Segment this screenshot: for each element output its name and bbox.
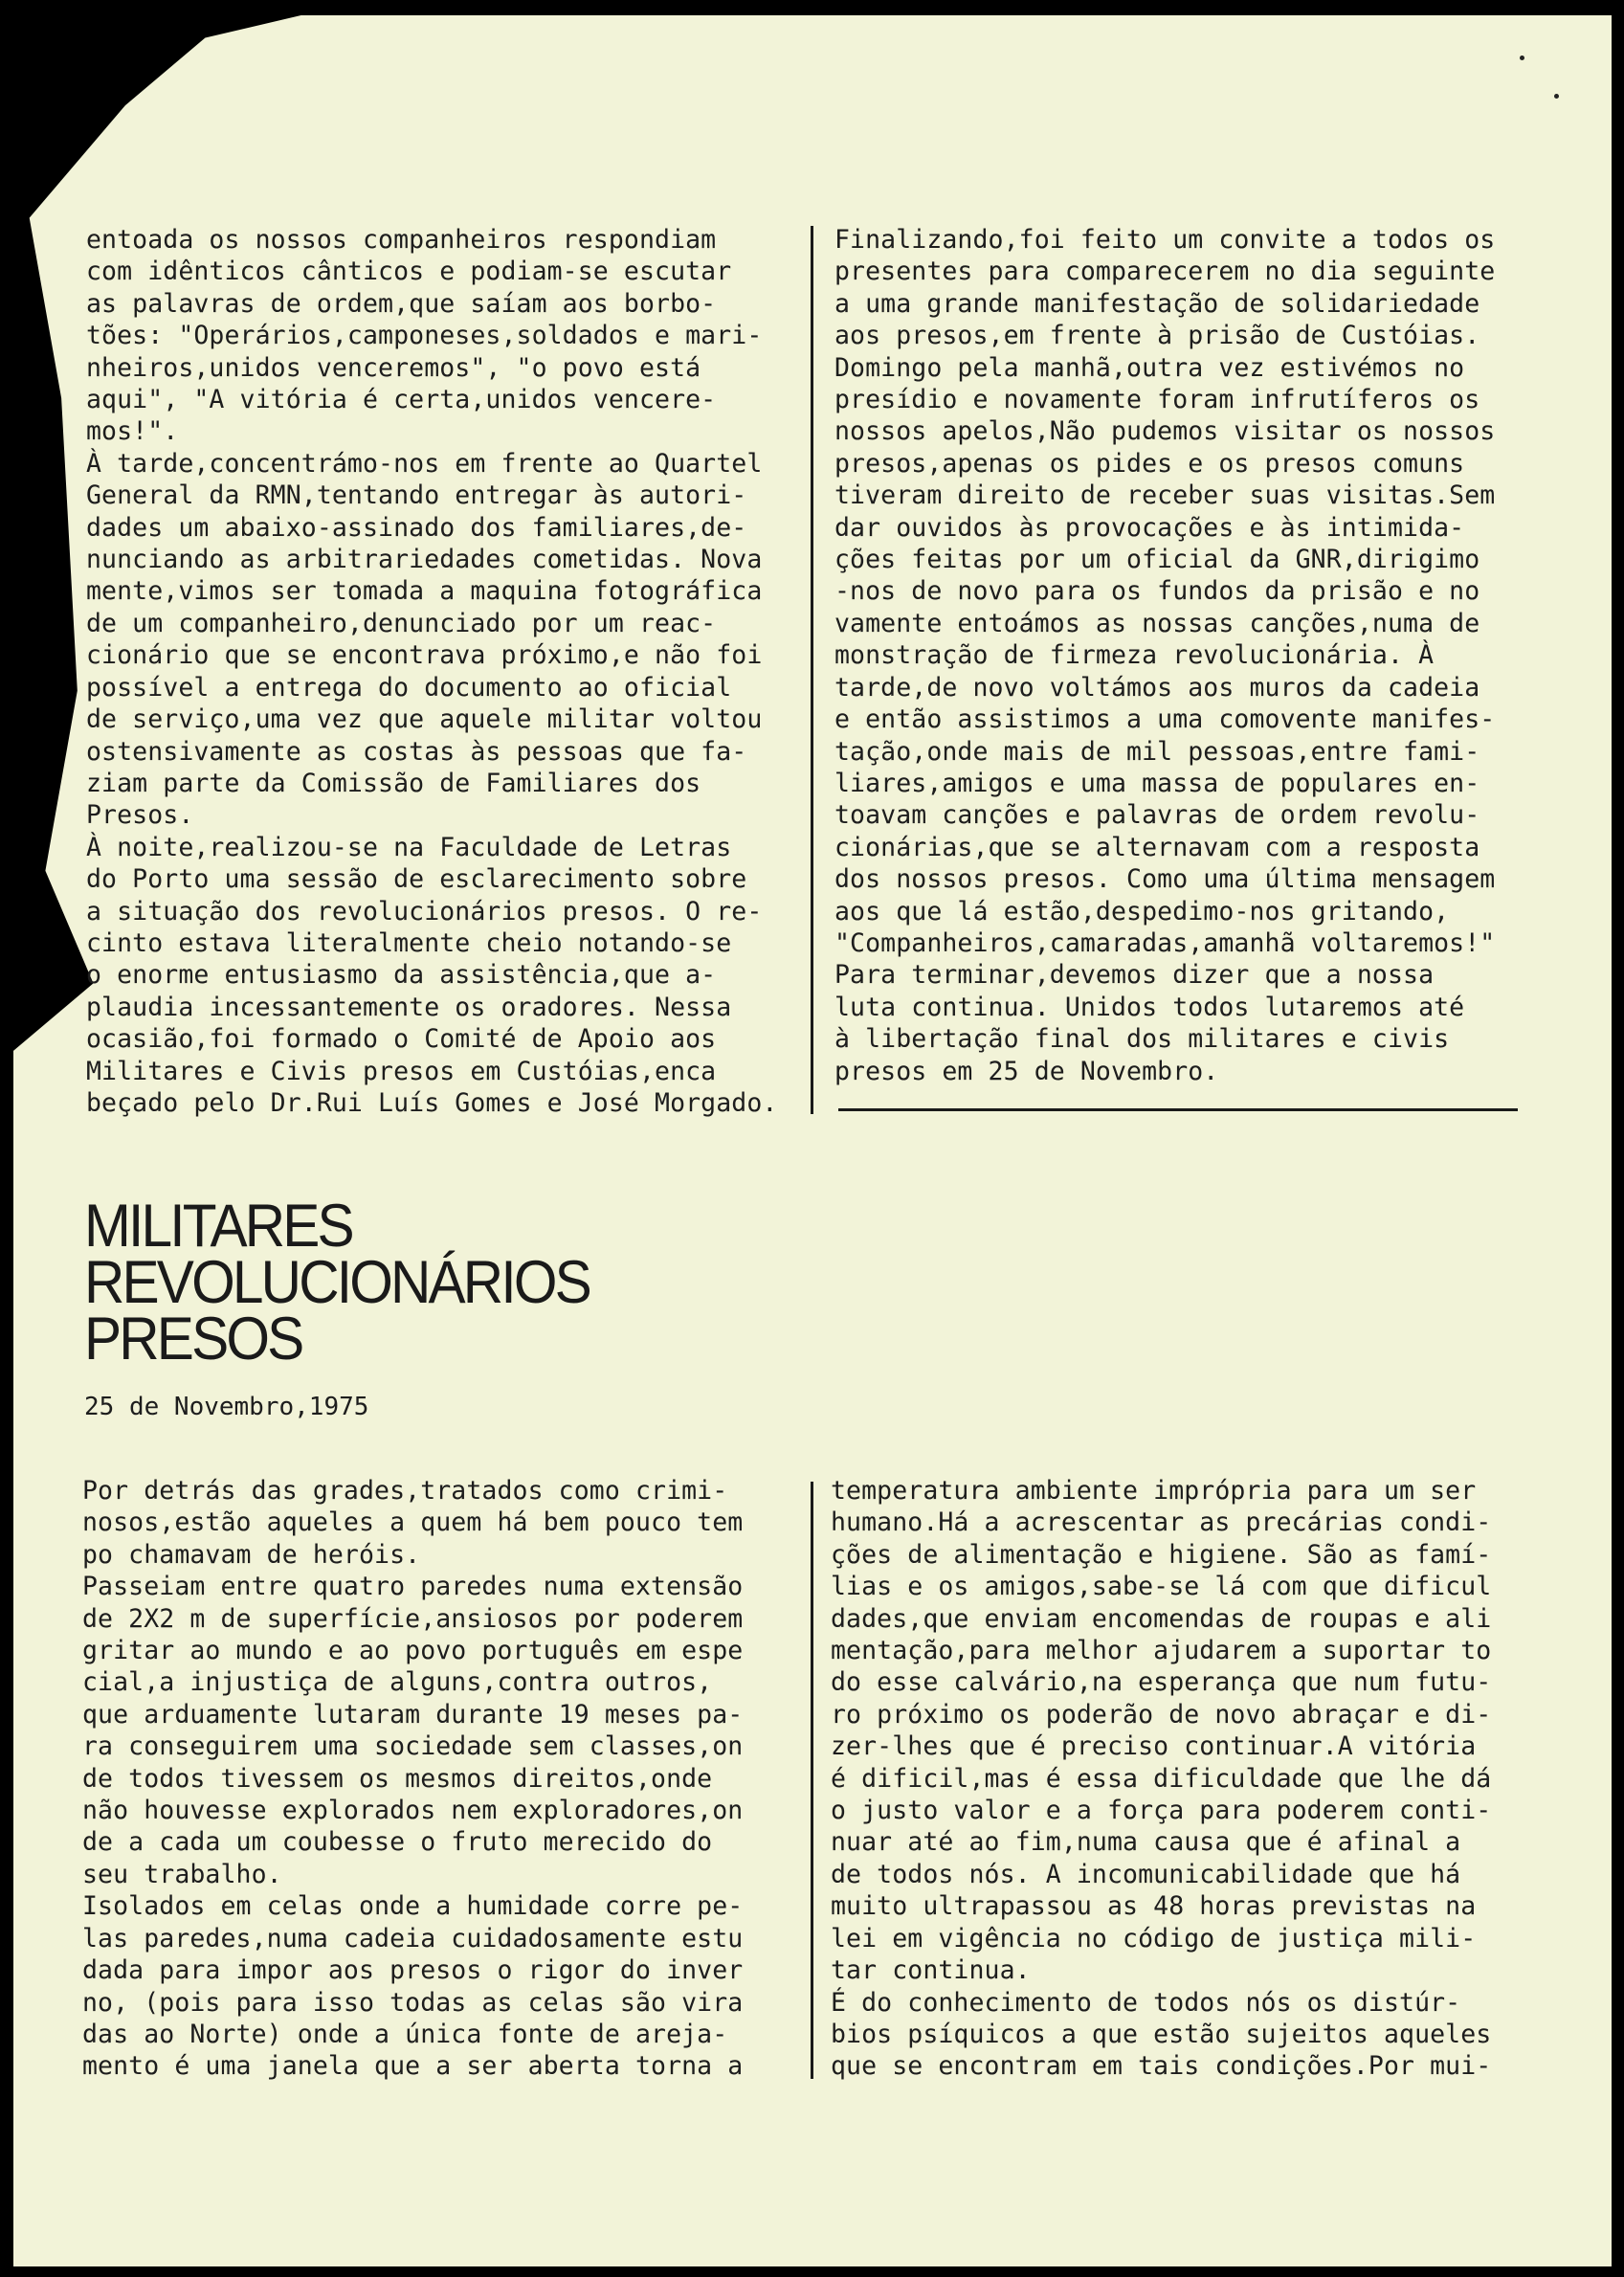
text-line: o justo valor e a força para poderem conti- <box>831 1796 1492 1826</box>
text-line: ocasião,foi formado o Comité de Apoio aos <box>86 1024 717 1055</box>
text-line: aqui", "A vitória é certa,unidos vencere- <box>86 385 717 415</box>
text-line: tar continua. <box>831 1955 1031 1986</box>
column-divider-top <box>811 226 813 1114</box>
text-line: Por detrás das grades,tratados como crimi- <box>82 1476 728 1506</box>
text-line: Isolados em celas onde a humidade corre pe- <box>82 1891 744 1922</box>
text-line: é dificil,mas é essa dificuldade que lhe dá <box>831 1763 1492 1794</box>
text-line: À tarde,concentrámo-nos em frente ao Quartel <box>86 448 763 479</box>
text-line: lei em vigência no código de justiça mili- <box>831 1923 1477 1953</box>
column-divider-bottom <box>811 1482 813 2079</box>
text-line: po chamavam de heróis. <box>82 1539 421 1570</box>
text-line: presentes para comparecerem no dia seguinte <box>834 257 1496 287</box>
article-date: 25 de Novembro,1975 <box>84 1393 369 1421</box>
text-line: à libertação final dos militares e civis <box>834 1024 1450 1055</box>
text-line: cionárias,que se alternavam com a resposta <box>834 832 1480 862</box>
text-line: dades,que enviam encomendas de roupas e ali <box>831 1603 1492 1634</box>
text-line: luta continua. Unidos todos lutaremos até <box>834 992 1465 1022</box>
text-line: nuar até ao fim,numa causa que é afinal a <box>831 1827 1461 1858</box>
text-line: À noite,realizou-se na Faculdade de Letras <box>86 832 732 862</box>
text-line: vamente entoámos as nossas canções,numa de <box>834 608 1480 638</box>
text-line: Domingo pela manhã,outra vez estivémos no <box>834 352 1465 383</box>
text-line: zer-lhes que é preciso continuar.A vitória <box>831 1731 1477 1762</box>
ink-speck <box>1520 56 1524 60</box>
text-line: e então assistimos a uma comovente manifes- <box>834 704 1496 735</box>
text-line: tação,onde mais de mil pessoas,entre fami- <box>834 736 1480 767</box>
text-line: beçado pelo Dr.Rui Luís Gomes e José Morgado. <box>86 1087 778 1118</box>
text-line: Presos. <box>86 800 194 831</box>
article-right-column <box>831 1475 1491 2083</box>
text-line: humano.Há a acrescentar as precárias condi- <box>831 1507 1492 1538</box>
text-line: de todos nós. A incomunicabilidade que há <box>831 1859 1461 1889</box>
ink-speck <box>1554 94 1559 99</box>
text-line: cial,a injustiça de alguns,contra outros, <box>82 1667 713 1698</box>
text-line: Finalizando,foi feito um convite a todos os <box>834 225 1496 255</box>
text-line: das ao Norte) onde a única fonte de areja- <box>82 2019 728 2049</box>
text-line: o enorme entusiasmo da assistência,que a- <box>86 960 717 991</box>
text-line: mos!". <box>86 416 179 447</box>
text-line: Passeiam entre quatro paredes numa extensão <box>82 1572 744 1602</box>
text-line: ções de alimentação e higiene. São as famí- <box>831 1539 1492 1570</box>
text-line: de a cada um coubesse o fruto merecido do <box>82 1827 713 1858</box>
text-line: a situação dos revolucionários presos. O re- <box>86 896 763 926</box>
text-line: liares,amigos e uma massa de populares en- <box>834 768 1480 798</box>
headline-line: REVOLUCIONÁRIOS <box>84 1249 590 1316</box>
article-left-column <box>82 1475 743 2083</box>
text-line: gritar ao mundo e ao povo português em espe <box>82 1636 744 1666</box>
text-line: plaudia incessantemente os oradores. Nessa <box>86 992 732 1022</box>
text-line: temperatura ambiente imprópria para um ser <box>831 1476 1477 1506</box>
text-line: ro próximo os poderão de novo abraçar e di- <box>831 1699 1492 1730</box>
text-line: mento é uma janela que a ser aberta torna a <box>82 2051 744 2082</box>
text-line: no, (pois para isso todas as celas são vira <box>82 1987 744 2018</box>
continuation-left-column <box>86 224 777 1119</box>
text-line: toavam canções e palavras de ordem revolu- <box>834 800 1480 831</box>
text-line: de 2X2 m de superfície,ansiosos por poderem <box>82 1603 744 1634</box>
section-end-rule <box>838 1108 1518 1111</box>
text-line: aos presos,em frente à prisão de Custóias. <box>834 321 1480 351</box>
text-line: ziam parte da Comissão de Familiares dos <box>86 768 701 798</box>
text-line: nheiros,unidos venceremos", "o povo está <box>86 352 701 383</box>
text-line: com idênticos cânticos e podiam-se escutar <box>86 257 732 287</box>
text-line: dar ouvidos às provocações e às intimida- <box>834 512 1465 543</box>
text-line: presos em 25 de Novembro. <box>834 1056 1219 1086</box>
text-line: nunciando as arbitrariedades cometidas. Nova <box>86 545 763 575</box>
article-headline <box>84 1193 590 1373</box>
text-line: dada para impor aos presos o rigor do inver <box>82 1955 744 1986</box>
text-line: General da RMN,tentando entregar às autori- <box>86 480 747 511</box>
text-line: presos,apenas os pides e os presos comuns <box>834 448 1465 479</box>
text-line: que arduamente lutaram durante 19 meses pa- <box>82 1699 744 1730</box>
text-line: nossos apelos,Não pudemos visitar os nossos <box>834 416 1496 447</box>
text-line: lias e os amigos,sabe-se lá com que dificul <box>831 1572 1492 1602</box>
text-line: las paredes,numa cadeia cuidadosamente estu <box>82 1923 744 1953</box>
text-line: cionário que se encontrava próximo,e não foi <box>86 640 763 671</box>
text-line: do Porto uma sessão de esclarecimento sobre <box>86 864 747 895</box>
text-line: dos nossos presos. Como uma última mensagem <box>834 864 1496 895</box>
text-line: entoada os nossos companheiros respondiam <box>86 225 717 255</box>
text-line: mentação,para melhor ajudarem a suportar to <box>831 1636 1492 1666</box>
text-line: É do conhecimento de todos nós os distúr- <box>831 1987 1461 2018</box>
text-line: de um companheiro,denunciado por um reac- <box>86 608 717 638</box>
text-line: muito ultrapassou as 48 horas previstas na <box>831 1891 1477 1922</box>
text-line: tarde,de novo voltámos aos muros da cadeia <box>834 672 1480 703</box>
text-line: monstração de firmeza revolucionária. À <box>834 640 1435 671</box>
text-line: do esse calvário,na esperança que num futu- <box>831 1667 1492 1698</box>
text-line: Militares e Civis presos em Custóias,enca <box>86 1056 717 1086</box>
headline-line: MILITARES <box>84 1193 352 1260</box>
text-line: de todos tivessem os mesmos direitos,onde <box>82 1763 713 1794</box>
text-line: Para terminar,devemos dizer que a nossa <box>834 960 1435 991</box>
text-line: as palavras de ordem,que saíam aos borbo- <box>86 288 717 319</box>
text-line: ções feitas por um oficial da GNR,dirigimo <box>834 545 1480 575</box>
text-line: -nos de novo para os fundos da prisão e no <box>834 576 1480 607</box>
text-line: a uma grande manifestação de solidariedade <box>834 288 1480 319</box>
text-line: presídio e novamente foram infrutíferos os <box>834 385 1480 415</box>
text-line: possível a entrega do documento ao oficial <box>86 672 732 703</box>
text-line: nosos,estão aqueles a quem há bem pouco tem <box>82 1507 744 1538</box>
text-line: tiveram direito de receber suas visitas.Sem <box>834 480 1496 511</box>
text-line: de serviço,uma vez que aquele militar voltou <box>86 704 763 735</box>
headline-line: PRESOS <box>84 1306 302 1373</box>
text-line: "Companheiros,camaradas,amanhã voltaremos!" <box>834 927 1496 958</box>
text-line: seu trabalho. <box>82 1859 282 1889</box>
text-line: bios psíquicos a que estão sujeitos aqueles <box>831 2019 1492 2049</box>
continuation-right-column <box>834 224 1495 1087</box>
text-line: cinto estava literalmente cheio notando-se <box>86 927 732 958</box>
text-line: ra conseguirem uma sociedade sem classes,on <box>82 1731 744 1762</box>
text-line: dades um abaixo-assinado dos familiares,de- <box>86 512 747 543</box>
text-line: tões: "Operários,camponeses,soldados e mari- <box>86 321 763 351</box>
text-line: não houvesse explorados nem exploradores,on <box>82 1796 744 1826</box>
text-line: mente,vimos ser tomada a maquina fotográfica <box>86 576 763 607</box>
text-line: que se encontram em tais condições.Por mui- <box>831 2051 1492 2082</box>
text-line: aos que lá estão,despedimo-nos gritando, <box>834 896 1450 926</box>
text-line: ostensivamente as costas às pessoas que fa- <box>86 736 747 767</box>
